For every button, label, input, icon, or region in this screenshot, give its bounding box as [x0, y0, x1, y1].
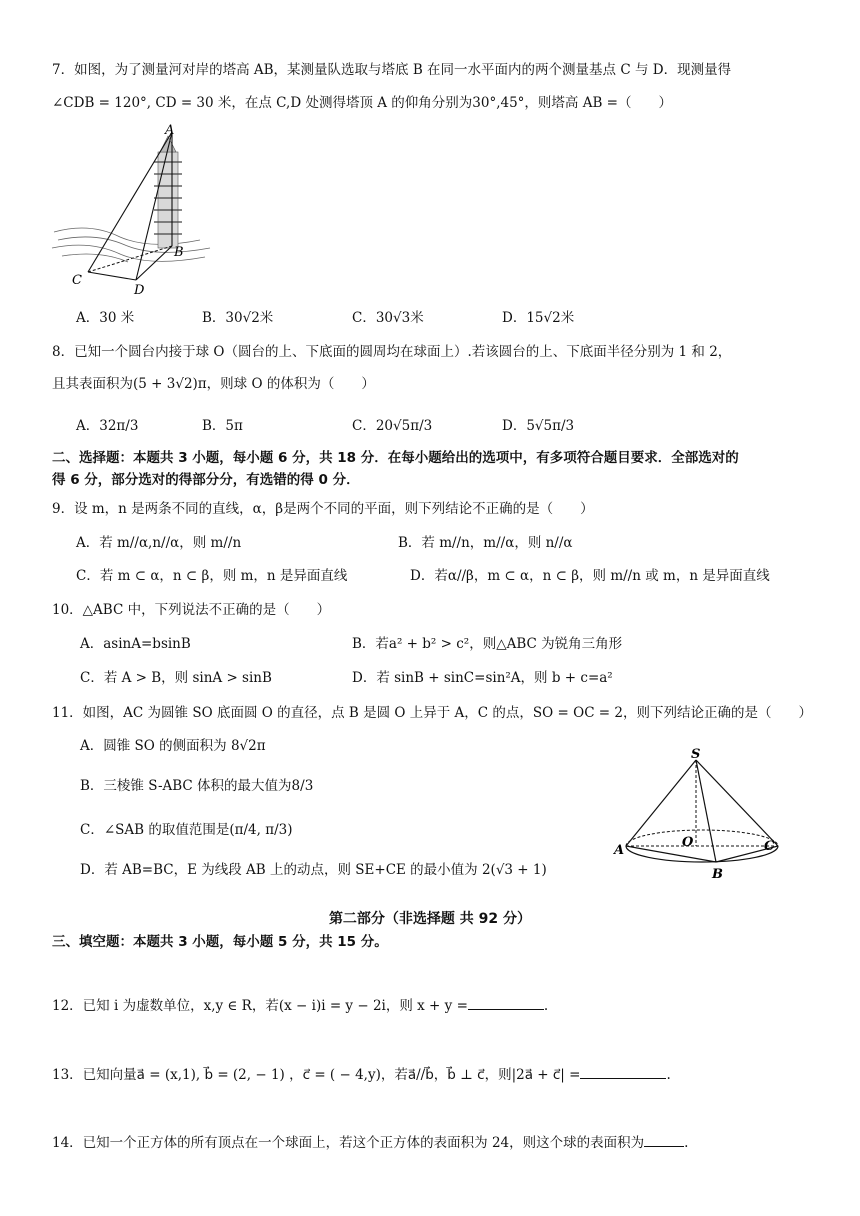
q14-end: . — [684, 1135, 689, 1151]
q8-stem-line2: 且其表面积为(5 + 3√2)π，则球 O 的体积为（ ） — [52, 376, 375, 392]
q10-option-c: C．若 A > B，则 sinA > sinB — [80, 670, 272, 686]
q9-option-d: D．若α//β，m ⊂ α，n ⊂ β，则 m//n 或 m，n 是异面直线 — [410, 568, 770, 584]
q12-end: . — [543, 998, 549, 1014]
q8-option-a: A．32π/3 — [76, 418, 139, 434]
q7-stem-line2: ∠CDB = 120°, CD = 30 米，在点 C,D 处测得塔顶 A 的仰角分别为30°,45°，则塔高 AB =（ ） — [52, 95, 672, 111]
label-a: A — [165, 123, 175, 138]
line-ab — [626, 846, 716, 862]
q9-stem: 9．设 m，n 是两条不同的直线，α，β是两个不同的平面，则下列结论不正确的是（ ） — [52, 501, 594, 517]
q10-option-d: D．若 sinB + sinC=sin²A，则 b + c=a² — [352, 670, 613, 686]
label-b: B — [174, 245, 184, 260]
q10-option-b: B．若a² + b² > c²，则△ABC 为锐角三角形 — [352, 636, 623, 652]
q11-option-a: A．圆锥 SO 的侧面积为 8√2π — [80, 738, 266, 754]
q13-line — [52, 1064, 671, 1085]
label-d: D — [134, 283, 145, 298]
label-a: A — [614, 843, 625, 858]
q8-option-b: B．5π — [202, 418, 243, 434]
q14-text: 14．已知一个正方体的所有顶点在一个球面上，若这个正方体的表面积为 24，则这个球的表面积为 — [52, 1135, 645, 1151]
label-o: O — [682, 835, 694, 850]
q12-line — [52, 995, 548, 1016]
q9-option-b: B．若 m//n，m//α，则 n//α — [398, 535, 573, 551]
q12-answer-blank[interactable] — [468, 995, 544, 1010]
q9-option-a: A．若 m//α,n//α，则 m//n — [76, 535, 242, 551]
q11-option-d: D．若 AB=BC，E 为线段 AB 上的动点，则 SE+CE 的最小值为 2(√3 + 1) — [80, 862, 547, 878]
q7-option-b: B．30√2米 — [202, 310, 274, 326]
q7-option-d: D．15√2米 — [502, 310, 575, 326]
q7-stem-line1: 7．如图，为了测量河对岸的塔高 AB，某测量队选取与塔底 B 在同一水平面内的两个测量基点 C 与 D．现测量得 — [52, 62, 732, 78]
label-c: C — [72, 273, 82, 288]
q8-option-c: C．20√5π/3 — [352, 418, 433, 434]
q9-option-c: C．若 m ⊂ α，n ⊂ β，则 m，n 是异面直线 — [76, 568, 348, 584]
q12-text: 12．已知 i 为虚数单位，x,y ∈ R，若(x − i)i = y − 2i，则 x + y = — [52, 998, 468, 1014]
part-2-title: 第二部分（非选择题 共 92 分） — [328, 911, 532, 927]
q11-stem: 11．如图，AC 为圆锥 SO 底面圆 O 的直径，点 B 是圆 O 上异于 A，C 的点，SO = OC = 2，则下列结论正确的是（ ） — [52, 705, 813, 721]
q14-answer-blank[interactable] — [644, 1132, 684, 1147]
q13-text: 13．已知向量a⃗ = (x,1), b⃗ = (2, − 1) ，c⃗ = ( − 4,y)，若a⃗//b⃗，b⃗ ⊥ c⃗，则|2a⃗ + c⃗| = — [52, 1067, 581, 1083]
line-db — [136, 246, 172, 280]
cone-figure — [612, 744, 792, 884]
section-3-heading: 三、填空题：本题共 3 小题，每小题 5 分，共 15 分。 — [52, 934, 388, 950]
q8-stem-line1: 8．已知一个圆台内接于球 O（圆台的上、下底面的圆周均在球面上）.若该圆台的上、下底面半径分别为 1 和 2， — [52, 344, 732, 360]
q14-line — [52, 1132, 688, 1153]
label-s: S — [691, 747, 701, 762]
section-2-heading-line2: 得 6 分，部分选对的得部分分，有选错的得 0 分． — [52, 472, 360, 488]
tower-figure — [50, 122, 220, 302]
q11-option-c: C．∠SAB 的取值范围是(π/4, π/3) — [80, 822, 293, 838]
label-b: B — [712, 867, 723, 882]
pagoda-drawing — [154, 136, 182, 248]
q11-option-b: B．三棱锥 S-ABC 体积的最大值为8/3 — [80, 778, 314, 794]
line-sa — [626, 760, 696, 846]
q7-option-c: C．30√3米 — [352, 310, 424, 326]
q10-option-a: A．asinA=bsinB — [80, 636, 191, 652]
q13-end: . — [666, 1067, 671, 1083]
line-cd — [88, 272, 136, 280]
q8-option-d: D．5√5π/3 — [502, 418, 575, 434]
section-2-heading-line1: 二、选择题：本题共 3 小题，每小题 6 分，共 18 分．在每小题给出的选项中，有多项符合题目要求．全部选对的 — [52, 450, 739, 466]
q10-stem: 10．△ABC 中，下列说法不正确的是（ ） — [52, 602, 331, 618]
q7-option-a: A．30 米 — [76, 310, 135, 326]
line-cb — [88, 246, 172, 272]
q13-answer-blank[interactable] — [580, 1064, 666, 1079]
label-c: C — [764, 839, 775, 854]
line-sb — [696, 760, 716, 862]
line-sc — [696, 760, 778, 846]
base-back-arc — [626, 830, 778, 846]
